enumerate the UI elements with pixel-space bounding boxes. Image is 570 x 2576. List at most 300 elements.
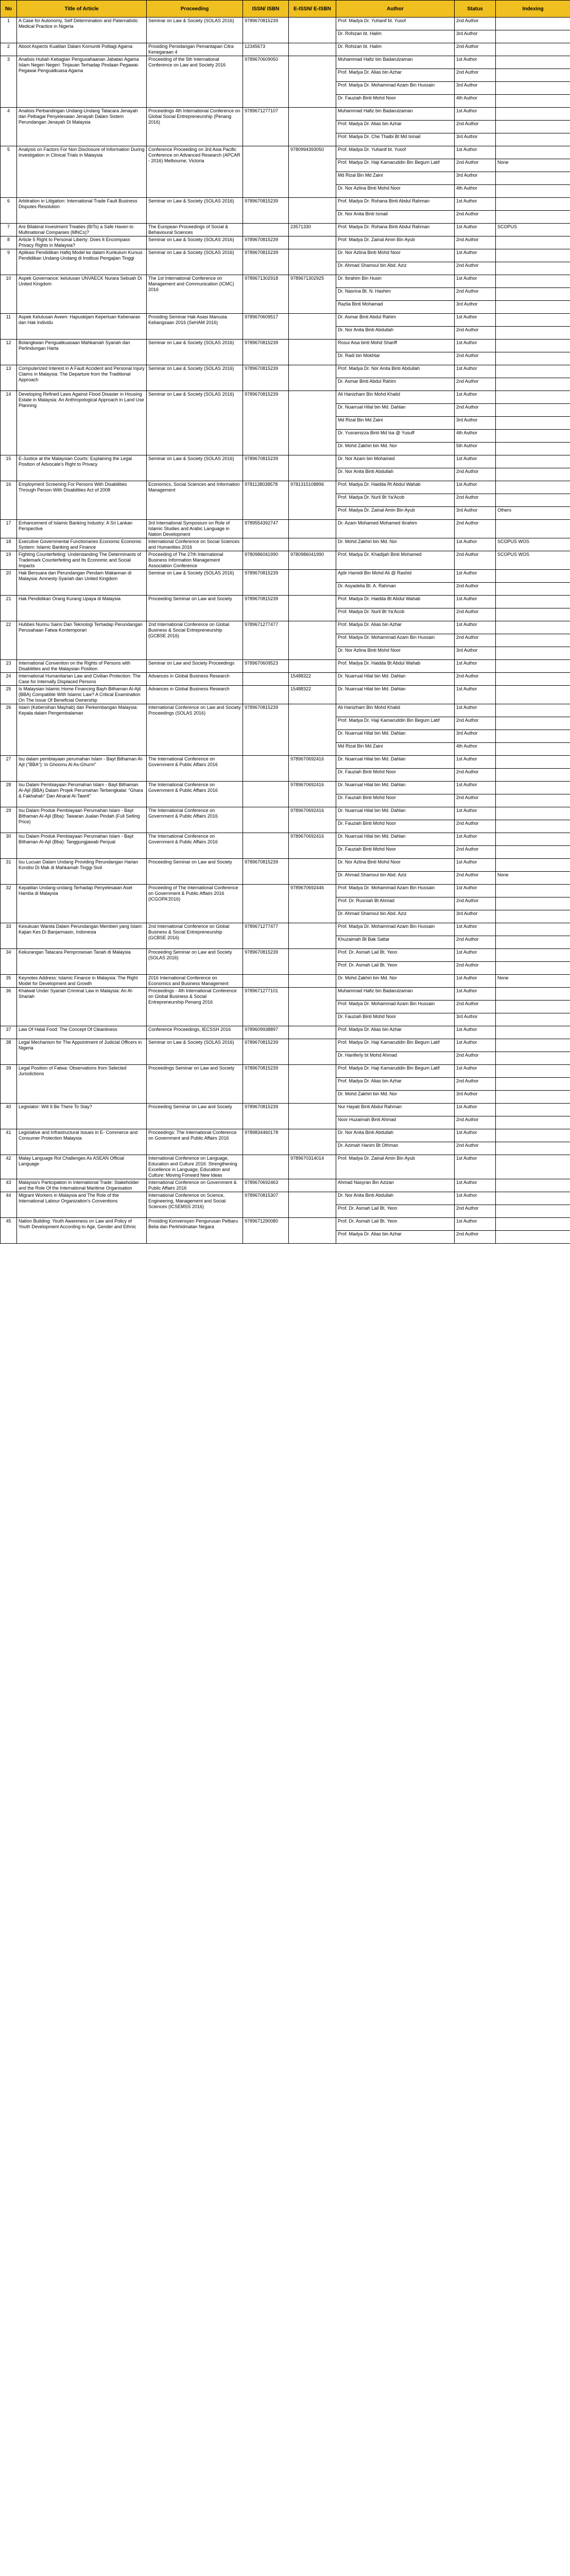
eissn-value: 9781315108896 — [289, 481, 336, 520]
article-title: Bolangkwan Penguatkuasaan Mahkamah Syariah dan Perlindungan Harta — [17, 340, 147, 365]
row-number: 37 — [1, 1026, 17, 1039]
eissn-value — [289, 988, 336, 1026]
author-name: Khuzaimah Bt Bak Sattar — [338, 937, 390, 942]
indexing-value — [496, 1142, 570, 1155]
author-status: 1st Author — [456, 1180, 477, 1185]
status-list — [455, 1192, 496, 1218]
indexing-value — [496, 570, 570, 583]
table-row — [1, 673, 570, 686]
author-name: Dr. Nuarrual Hilal bin Md. Dahlan — [336, 404, 454, 417]
indexing-value — [496, 859, 570, 872]
indexing-list — [496, 704, 570, 756]
status-list — [455, 596, 496, 621]
row-number: 21 — [1, 596, 17, 621]
eissn-value — [289, 314, 336, 340]
indexing-value — [496, 236, 570, 249]
article-title: A Case for Autonomy, Self Determination and Paternalistic Medical Practice in Nigeria — [17, 18, 147, 43]
indexing-value — [496, 1205, 570, 1217]
author-status: 1st Author — [456, 539, 477, 544]
eissn-value — [289, 455, 336, 481]
row-number: 11 — [1, 314, 17, 340]
author-status: 1st Author — [455, 1129, 495, 1142]
row-number: 4 — [1, 108, 17, 146]
indexing-list — [496, 146, 570, 198]
indexing-value — [496, 1026, 570, 1039]
author-name: Dr. Mohd Zakhiri bin Md. Nor — [338, 975, 398, 980]
article-title: Hak Bersuara dan Perundangan Pendam Makannan di Malaysia: Amnesty Syariah dan United Kingdom — [17, 570, 147, 596]
indexing-value — [496, 717, 570, 730]
author-list — [336, 923, 455, 949]
author-status: 1st Author — [455, 391, 495, 404]
article-title: E-Justice at the Malaysian Courts: Explaining the Legal Position of Advocate's Right to Privacy — [17, 455, 147, 481]
article-title: Malaysia's Participation in International Trade: Stakeholder and the Role Of the International Maritime Organisation — [17, 1179, 147, 1192]
row-number: 18 — [1, 538, 17, 551]
author-list — [336, 1065, 455, 1104]
indexing-list — [496, 551, 570, 570]
author-status: 3rd Author — [456, 1014, 478, 1019]
row-number: 22 — [1, 621, 17, 660]
article-title: Aspek Governance: kelulusan UNVAECK Nurara Sebuah Di United Kingdom — [17, 275, 147, 314]
table-row — [1, 923, 570, 949]
author-list — [336, 704, 455, 756]
author-status: 2nd Author — [455, 1001, 495, 1013]
article-title: Isu dalam pembiayaan perumahan Islam - Bayt Bithaman Al-Ajil ("BBA"): In Ghoomu Al As-Ghurm" — [17, 756, 147, 782]
eissn-value — [289, 859, 336, 885]
status-list — [455, 56, 496, 108]
author-status: 1st Author — [455, 704, 495, 717]
author-status: 2nd Author — [456, 1117, 479, 1122]
issn-value — [243, 833, 289, 859]
indexing-list — [496, 1179, 570, 1192]
author-status: 2nd Author — [455, 717, 495, 730]
eissn-value: 9789670692416 — [289, 833, 336, 859]
article-title: Analisis Hubah Kebagian Pengusahaanan Jabatan Agama Islam Negeri Negeri: Tinjauan Terhadap Pindaan Pegawai-Pegawai Penguatkuasa Agama — [17, 56, 147, 108]
article-title: Is Malaysian Islamic Home Financing Bayh Bithaman Al-Ajil (BBA) Compatible With Islamic Law? A Critical Examination On The Issue Of Beneficial Ownership — [17, 686, 147, 704]
author-name: Prof. Dr. Rusniah Bt Ahmad — [336, 897, 454, 910]
author-name: Prof. Madya Dr. Yuhanif bt. Yusof — [336, 18, 454, 30]
header-issn: ISSN/ ISBN — [243, 1, 289, 18]
issn-value: 9789670815239 — [243, 391, 289, 455]
issn-value: 9789671302918 — [243, 275, 289, 314]
issn-value — [243, 1155, 289, 1179]
table-row — [1, 275, 570, 314]
proceeding-name: Seminar on Law & Society (SOLAS 2016) — [147, 249, 243, 275]
proceeding-name: 2nd International Conference on Global Business & Social Entrepreneurship (GCBSE 2016) — [147, 621, 243, 660]
status-list — [455, 673, 496, 686]
table-row — [1, 56, 570, 108]
author-name: Dr. Nor Azlina Binti Mohd Noor — [338, 185, 401, 191]
table-row — [1, 807, 570, 833]
issn-value: 9789670815239 — [243, 249, 289, 275]
header-title: Title of Article — [17, 1, 147, 18]
indexing-list — [496, 1192, 570, 1218]
author-name: Dr. Nor Anita Binti Abdullah — [336, 1129, 454, 1142]
author-list — [336, 146, 455, 198]
table-row — [1, 146, 570, 198]
author-name: Dr. Nor Azlina Binti Mohd Noor — [336, 249, 454, 262]
table-row — [1, 949, 570, 975]
author-name: Dr. Nuarrual Hilal bin Md. Dahlan — [338, 686, 406, 691]
author-name: Dr. Nor Azlina Binti Mohd Noor — [338, 648, 401, 653]
proceeding-name: Seminar on Law & Society (SOLAS 2016) — [147, 236, 243, 249]
author-name: Dr. Fauziah Binti Mohd Noor — [338, 95, 396, 100]
author-name: Prof. Madya Dr. Nurli Bt Ya'Acob — [338, 609, 405, 614]
proceeding-name: International Conference on Government & Public Affairs 2016 — [147, 1179, 243, 1192]
table-row — [1, 520, 570, 538]
author-name: Prof. Madya Dr. Nurli Bt Ya'Acob — [336, 494, 454, 507]
author-list — [336, 660, 455, 673]
author-name: Prof. Madya Dr. Mohammad Azam Bin Hussain — [336, 1001, 454, 1013]
indexing-list — [496, 833, 570, 859]
author-name: Dr. Fauziah Binti Mohd Noor — [338, 1014, 396, 1019]
status-list — [455, 551, 496, 570]
author-status: 2nd Author — [455, 121, 495, 133]
indexing-list — [496, 455, 570, 481]
indexing-value: Others — [497, 507, 512, 513]
status-list — [455, 704, 496, 756]
author-name: Prof. Madya Dr. Mohammad Azam Bin Hussain — [336, 634, 454, 647]
proceeding-name: Economics, Social Sciences and Information Management — [147, 481, 243, 520]
issn-value: 9789670815307 — [243, 1192, 289, 1218]
article-title: Fighting Counterfeiting: Understanding The Determinants of Trademark Counterfeiting and Its Economic and Social Impacts — [17, 551, 147, 570]
author-status: 1st Author — [456, 975, 477, 980]
eissn-value: 9780986041990 — [289, 551, 336, 570]
author-status: 1st Author — [455, 923, 495, 936]
indexing-list — [496, 224, 570, 236]
table-row — [1, 43, 570, 56]
author-status: 2nd Author — [456, 520, 479, 526]
status-list — [455, 621, 496, 660]
issn-value: 9789670815239 — [243, 455, 289, 481]
eissn-value — [289, 391, 336, 455]
author-status: 1st Author — [455, 108, 495, 121]
indexing-value — [496, 108, 570, 121]
author-list — [336, 236, 455, 249]
author-name: Prof. Madya Dr. Alias bin Azhar — [336, 121, 454, 133]
indexing-value — [496, 794, 570, 807]
table-row — [1, 833, 570, 859]
status-list — [455, 1104, 496, 1129]
indexing-value — [496, 69, 570, 82]
indexing-value — [496, 249, 570, 262]
author-status: 2nd Author — [456, 769, 479, 774]
issn-value: 9789554392747 — [243, 520, 289, 538]
indexing-value — [496, 949, 570, 962]
author-name: Prof. Madya Dr. Mohammad Azam Bin Hussain — [336, 885, 454, 897]
author-list — [336, 621, 455, 660]
status-list — [455, 1218, 496, 1244]
author-status: 2nd Author — [456, 821, 479, 826]
author-list — [336, 198, 455, 224]
author-status: 2nd Author — [456, 609, 479, 614]
article-title: Nation Building: Youth Awareness on Law and Policy of Youth Development According to Age, Gender and Ethnic — [17, 1218, 147, 1244]
author-name: Prof. Madya Dr. Alias bin Azhar — [336, 69, 454, 82]
proceeding-name: International Conference on Language, Education and Culture 2016: Strengthening Excellence in Language, Education and Culture: Moving Forward New Ideas — [147, 1155, 243, 1179]
indexing-list — [496, 340, 570, 365]
author-status: 1st Author — [455, 340, 495, 352]
status-list — [455, 988, 496, 1026]
indexing-list — [496, 1026, 570, 1039]
author-name: Ahmad Nasyran Bin Azizan — [338, 1180, 394, 1185]
author-status: 1st Author — [455, 314, 495, 327]
author-name: Prof. Madya Dr. Zainal Amin Bin Ayub — [338, 237, 415, 242]
author-name: Prof. Madya Dr. Alias bin Azhar — [336, 621, 454, 634]
author-name: Prof. Madya Dr. Haidda Rt Abdul Wahab — [336, 481, 454, 494]
status-list — [455, 686, 496, 704]
author-status: 1st Author — [455, 481, 495, 494]
table-row — [1, 1218, 570, 1244]
author-name: Prof. Madya Dr. Haji Kamaruddin Bin Begum Latif — [336, 159, 454, 172]
table-row — [1, 551, 570, 570]
author-name: Ajdir Hamidi Bin Mohd Ali @ Rashid — [336, 570, 454, 583]
indexing-value — [496, 962, 570, 974]
author-status: 3rd Author — [456, 648, 478, 653]
author-name: Prof. Madya Dr. Alias bin Azhar — [336, 1078, 454, 1091]
table-row — [1, 596, 570, 621]
author-list — [336, 1129, 455, 1155]
proceeding-name: Proceedings 4th International Conference on Global Social Entrepreneurship (Penang 2016) — [147, 108, 243, 146]
indexing-value: SCOPUS WOS — [497, 539, 530, 544]
author-status: 1st Author — [455, 833, 495, 846]
article-title: Hubbes Nurinu Sains Dan Teknologi Terhadap Perundangan Perusahaan Fatwa Kontemporari — [17, 621, 147, 660]
author-status: 1st Author — [456, 1027, 477, 1032]
table-row — [1, 1129, 570, 1155]
author-status: 1st Author — [455, 621, 495, 634]
article-title: Arbitration in Litigation: International Trade Fault Business Disputes Resolution — [17, 198, 147, 224]
issn-value: 9789670609517 — [243, 314, 289, 340]
status-list — [455, 236, 496, 249]
row-number: 40 — [1, 1104, 17, 1129]
article-title: Legislative and Infrastructural Issues in E- Commerce and Consumer Protection Malaysia — [17, 1129, 147, 1155]
author-status: 2nd Author — [456, 795, 479, 800]
author-name: Prof. Madya Dr. Mohammad Azam Bin Hussain — [336, 923, 454, 936]
row-number: 14 — [1, 391, 17, 455]
status-list — [455, 782, 496, 807]
author-status: 3rd Author — [455, 417, 495, 430]
author-list — [336, 949, 455, 975]
status-list — [455, 108, 496, 146]
author-list — [336, 1026, 455, 1039]
author-name: Prof. Dr. Asmah Lail Bt. Yeon — [338, 962, 398, 968]
proceeding-name: Advances in Global Business Research — [147, 686, 243, 704]
indexing-value — [496, 443, 570, 455]
indexing-value — [496, 30, 570, 43]
indexing-value — [496, 288, 570, 301]
issn-value: 9789671277477 — [243, 621, 289, 660]
author-name: Dr. Nor Anita Binti Abdullah — [336, 1192, 454, 1205]
author-status: 3rd Author — [456, 911, 478, 916]
status-list — [455, 570, 496, 596]
author-name: Dr. Fauziah Binti Mohd Noor — [338, 821, 396, 826]
row-number: 36 — [1, 988, 17, 1026]
author-status: 1st Author — [455, 756, 495, 769]
article-title: Legal Position of Fatwa: Observations from Selected Jurisdictions — [17, 1065, 147, 1104]
author-list — [336, 596, 455, 621]
author-status: 2nd Author — [456, 872, 479, 877]
indexing-list — [496, 923, 570, 949]
author-list — [336, 224, 455, 236]
indexing-value — [496, 660, 570, 672]
article-title: Aspek Kelulusan Aveen: Hapuskijam Keperluan Kebenaran dan Hak Individu — [17, 314, 147, 340]
status-list — [455, 340, 496, 365]
article-title: Analysis on Factors For Non Disclosure of Information During Investigation in Clinical Trials in Malaysia — [17, 146, 147, 198]
indexing-value — [496, 121, 570, 133]
proceeding-name: Proceeding Seminar on Law and Society (SOLAS 2016) — [147, 949, 243, 975]
proceeding-name: Prosiding Persidangan Pemantapan Citra Kenegaraan 4 — [147, 43, 243, 56]
issn-value: 9789670815239 — [243, 365, 289, 391]
eissn-value — [289, 1065, 336, 1104]
row-number: 16 — [1, 481, 17, 520]
eissn-value — [289, 949, 336, 975]
row-number: 29 — [1, 807, 17, 833]
indexing-value — [496, 365, 570, 378]
proceeding-name: Proceedings: The International Conference on Government and Public Affairs 2016 — [147, 1129, 243, 1155]
author-status: 1st Author — [455, 56, 495, 69]
indexing-value — [496, 1218, 570, 1231]
article-title: Kekurangan Tatacara Pemprosesan Tanah di Malaysia — [17, 949, 147, 975]
row-number: 26 — [1, 704, 17, 756]
indexing-list — [496, 621, 570, 660]
eissn-value: 23571330 — [289, 224, 336, 236]
author-status: 2nd Author — [456, 263, 479, 268]
proceeding-name: Conference Proceedings, IECSSH 2016 — [147, 1026, 243, 1039]
indexing-value: SCOPUS — [497, 224, 517, 229]
indexing-list — [496, 570, 570, 596]
status-list — [455, 314, 496, 340]
indexing-value — [496, 1231, 570, 1243]
row-number: 33 — [1, 923, 17, 949]
eissn-value — [289, 596, 336, 621]
header-status: Status — [455, 1, 496, 18]
issn-value — [243, 975, 289, 988]
author-list — [336, 18, 455, 43]
issn-value: 9789670815239 — [243, 596, 289, 621]
author-status: 1st Author — [455, 1065, 495, 1078]
issn-value: 9789670815239 — [243, 18, 289, 43]
author-status: 1st Author — [456, 660, 477, 666]
indexing-list — [496, 365, 570, 391]
proceeding-name: International Conference on Law and Society Proceedings (SOLAS 2016) — [147, 704, 243, 756]
eissn-value — [289, 108, 336, 146]
author-name: Dr. Fauziah Binti Mohd Noor — [338, 769, 396, 774]
indexing-list — [496, 275, 570, 314]
header-row — [1, 1, 570, 18]
author-status: 3rd Author — [455, 172, 495, 185]
author-status: 2nd Author — [456, 353, 479, 358]
eissn-value — [289, 538, 336, 551]
status-list — [455, 1065, 496, 1104]
proceeding-name: 2nd International Conference on Global Business & Social Entrepreneurship (GCBSE 2016) — [147, 923, 243, 949]
indexing-list — [496, 481, 570, 520]
row-number: 8 — [1, 236, 17, 249]
article-title: Khalwat Under Syariah Criminal Law in Malaysia: An Al-Shariah — [17, 988, 147, 1026]
indexing-value — [496, 391, 570, 404]
issn-value: 9789670815239 — [243, 859, 289, 885]
indexing-value — [496, 936, 570, 948]
eissn-value — [289, 1192, 336, 1218]
indexing-list — [496, 56, 570, 108]
issn-value: 9789671277107 — [243, 108, 289, 146]
author-name: Prof. Madya Dr. Haidda Bt Abdul Wahab — [338, 660, 421, 666]
indexing-list — [496, 1039, 570, 1065]
author-status: 1st Author — [456, 224, 477, 229]
indexing-list — [496, 1155, 570, 1179]
eissn-value — [289, 340, 336, 365]
row-number: 23 — [1, 660, 17, 673]
author-name: Dr. Mohd Zakhiri bin Md. Nor — [338, 1091, 398, 1096]
eissn-value — [289, 198, 336, 224]
table-row — [1, 1155, 570, 1179]
author-status: 1st Author — [455, 807, 495, 820]
author-list — [336, 885, 455, 923]
issn-value: 9789670692463 — [243, 1179, 289, 1192]
status-list — [455, 455, 496, 481]
indexing-list — [496, 18, 570, 43]
author-status: 1st Author — [456, 686, 477, 691]
author-status: 4th Author — [456, 95, 478, 100]
indexing-list — [496, 1065, 570, 1104]
status-list — [455, 949, 496, 975]
indexing-value — [496, 1129, 570, 1142]
author-name: Md Rizal Bin Md Zaini — [338, 743, 383, 749]
indexing-value — [496, 596, 570, 608]
indexing-value — [496, 1013, 570, 1026]
author-name: Ali Hanizham Bin Mohd Khalid — [336, 704, 454, 717]
author-list — [336, 249, 455, 275]
issn-value: 9789670815239 — [243, 236, 289, 249]
table-row — [1, 570, 570, 596]
author-name: Razlia Binti Mohamad — [338, 301, 383, 307]
proceeding-name: Seminar on Law & Society (SOLAS 2016) — [147, 365, 243, 391]
author-status: 3rd Author — [456, 301, 478, 307]
row-number: 27 — [1, 756, 17, 782]
indexing-value — [496, 782, 570, 794]
author-status: 1st Author — [455, 455, 495, 468]
author-list — [336, 1039, 455, 1065]
author-status: 1st Author — [455, 1039, 495, 1052]
indexing-value — [496, 807, 570, 820]
author-status: 1st Author — [456, 1156, 477, 1161]
issn-value: 9789671277101 — [243, 988, 289, 1026]
author-list — [336, 43, 455, 56]
eissn-value — [289, 1179, 336, 1192]
author-name: Prof. Madya Dr. Khadijah Binti Mohamed — [338, 552, 422, 557]
row-number: 17 — [1, 520, 17, 538]
proceeding-name: Proceedings - 4th International Conference on Global Business & Social Entrepreneurship Penang 2016 — [147, 988, 243, 1026]
indexing-value — [496, 885, 570, 897]
row-number: 32 — [1, 885, 17, 923]
proceeding-name: The International Conference on Government & Public Affairs 2016 — [147, 807, 243, 833]
indexing-value — [496, 910, 570, 923]
eissn-value — [289, 660, 336, 673]
author-name: Dr. Nuarrual Hilal bin Md. Dahlan — [336, 782, 454, 794]
table-row — [1, 988, 570, 1026]
proceeding-name: Seminar on Law & Society (SOLAS 2016) — [147, 340, 243, 365]
proceeding-name: 2016 International Conference on Economics and Business Management — [147, 975, 243, 988]
proceeding-name: 3rd International Symposium on Role of Islamic Studies and Arabic Language in Nation Development — [147, 520, 243, 538]
issn-value — [243, 686, 289, 704]
row-number: 45 — [1, 1218, 17, 1244]
table-row — [1, 198, 570, 224]
status-list — [455, 807, 496, 833]
indexing-value — [496, 583, 570, 595]
indexing-list — [496, 660, 570, 673]
status-list — [455, 859, 496, 885]
table-row — [1, 455, 570, 481]
indexing-list — [496, 1218, 570, 1244]
author-name: Dr. Nuarrual Hilal bin Md. Dahlan — [336, 833, 454, 846]
author-name: Dr. Nuarrual Hilal bin Md. Dahlan — [336, 756, 454, 769]
